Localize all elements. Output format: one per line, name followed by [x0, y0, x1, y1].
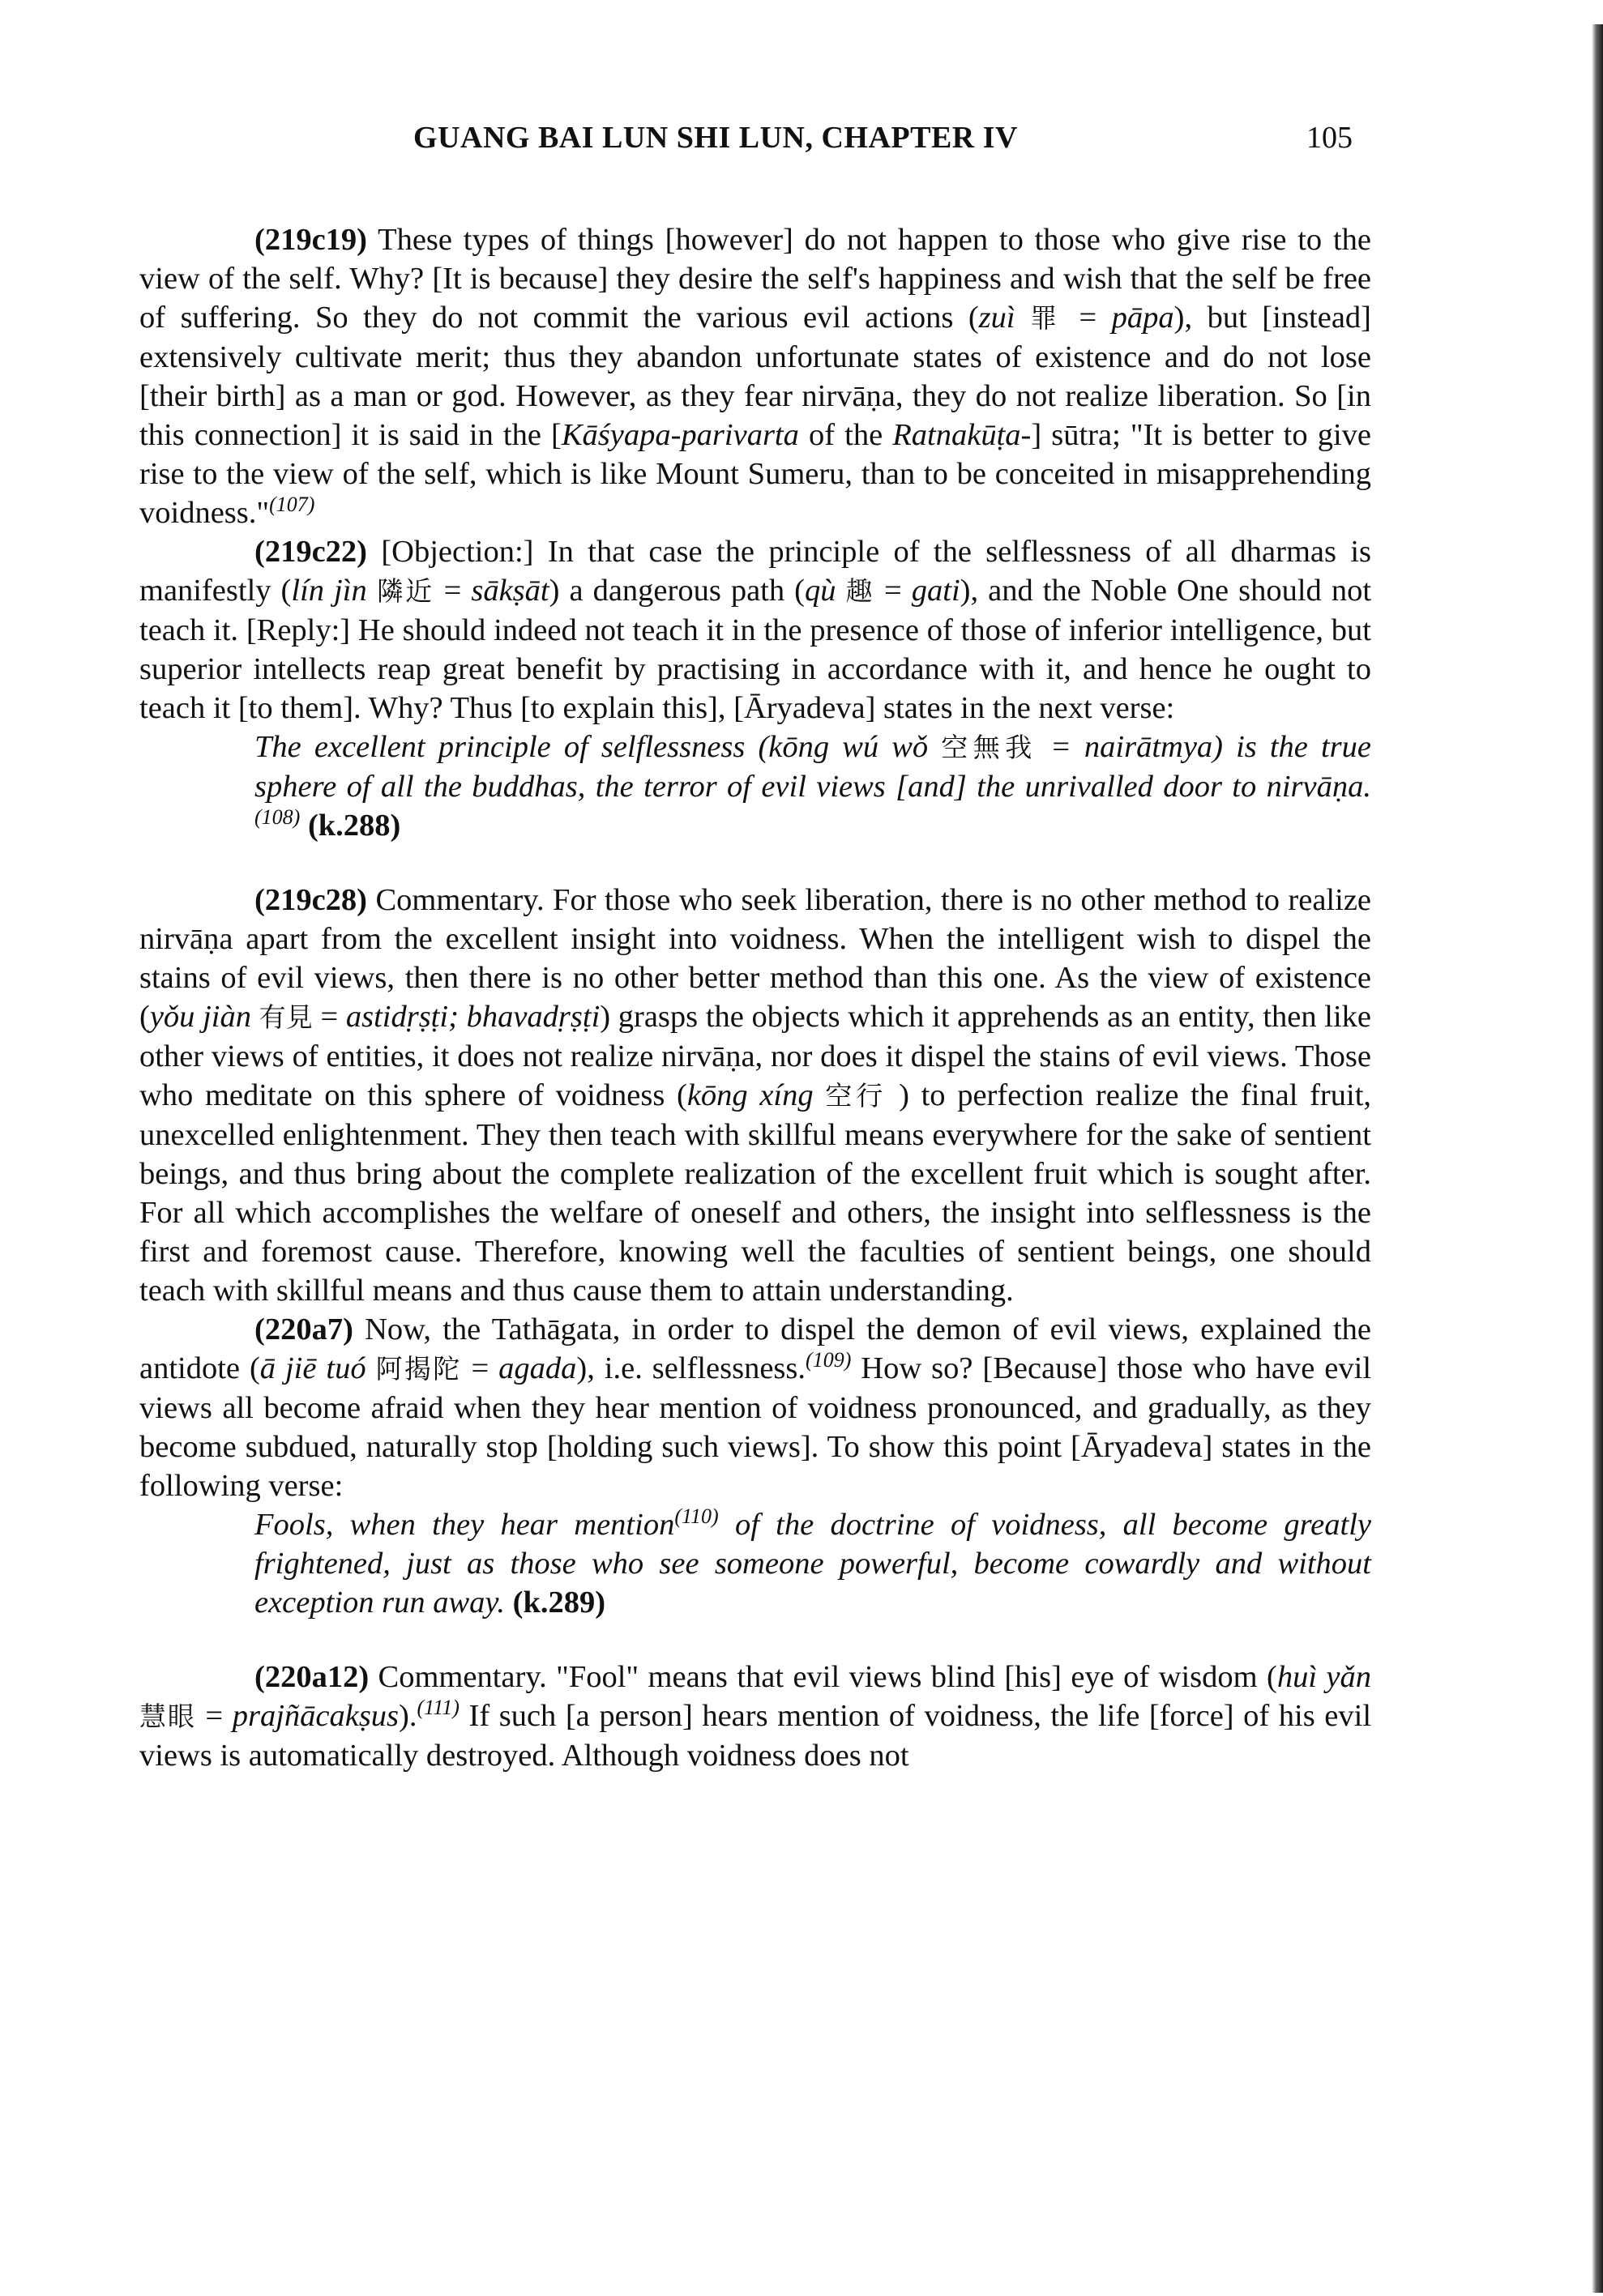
pinyin-term: ā jiē tuó: [259, 1351, 366, 1385]
verse-k289: [254, 1505, 1371, 1622]
page-body: [139, 220, 1371, 1775]
text-run: Commentary. For those who seek liberation, there is no other method to realize nirvāṇa apart from the excellent insight into voidness. When the intelligent wish to dispel the stains of evil views, then there is no other better method than this one. As the view of existence (: [139, 883, 1371, 1034]
sanskrit-term: sākṣāt: [471, 574, 549, 608]
text-run: [Objection:] In that case the principle of the selflessness of all dharmas is manifestly (: [139, 535, 1371, 608]
verse-text: of the doctrine of voidness, all become greatly frightened, just as those who see someone powerful, become cowardly and without exception run away.: [254, 1508, 1371, 1620]
text-run: =: [1063, 301, 1112, 335]
text-run: =: [312, 1000, 346, 1034]
text-run: ) grasps the objects which it apprehends as an entity, then like other views of entities, it does not realize nirvāṇa, nor does it dispel the stains of evil views. Those who meditate on this sphere of voidness (: [139, 1000, 1372, 1112]
verse-text: The excellent principle of selflessness (kōng wú wǒ: [254, 730, 942, 764]
text-run: =: [461, 1351, 499, 1385]
passage-reference: (220a7): [254, 1312, 353, 1346]
chinese-term: 空無我: [941, 732, 1037, 763]
sanskrit-term: gati: [911, 574, 960, 608]
footnote-marker: (111): [417, 1696, 460, 1720]
footnote-marker: (110): [674, 1504, 719, 1529]
chinese-term: 趣: [845, 575, 874, 607]
sanskrit-term: agada: [498, 1351, 577, 1385]
scan-edge-shadow: [1592, 24, 1603, 2293]
footnote-marker: (107): [269, 493, 315, 517]
paragraph-220a12: [139, 1658, 1371, 1775]
sanskrit-term: astidṛṣṭi; bhavadṛṣṭi: [345, 1000, 601, 1034]
text-run: Commentary. "Fool" means that evil views blind [his] eye of wisdom (: [369, 1660, 1277, 1694]
text-run: =: [195, 1699, 233, 1733]
footnote-marker: (108): [254, 805, 301, 830]
passage-reference: (219c22): [254, 535, 367, 569]
pinyin-term: lín jìn: [291, 574, 367, 608]
chinese-term: 有見: [259, 1001, 313, 1033]
text-run: These types of things [however] do not happen to those who give rise to the view of the self. Why? [It is because] they desire the self's happiness and wish that the self be free of suffering. So they do not commit the various evil actions (: [139, 223, 1371, 335]
text-run: How so? [Because] those who have evil views all become afraid when they hear mention of voidness pronounced, and gradually, as they become subdued, naturally stop [holding such views]. To show this point [Āryadeva] states in the following verse:: [139, 1351, 1372, 1503]
pinyin-term: zuì: [978, 301, 1015, 335]
footnote-marker: (109): [806, 1348, 852, 1372]
paragraph-219c19: [139, 220, 1371, 532]
pinyin-term: qù: [805, 574, 836, 608]
text-run: ), i.e. selflessness.: [576, 1351, 806, 1385]
title-term: Ratnakūṭa-: [892, 418, 1032, 452]
title-term: Kāśyapa-parivarta: [561, 418, 799, 452]
passage-reference: (219c28): [254, 883, 367, 917]
karika-reference: (k.288): [307, 809, 401, 843]
sanskrit-term: prajñācakṣus: [232, 1699, 400, 1733]
text-run: of the: [798, 418, 893, 452]
chinese-term: 空行: [825, 1080, 887, 1112]
text-run: =: [874, 574, 912, 608]
passage-reference: (220a12): [254, 1660, 370, 1694]
paragraph-219c28: [139, 881, 1371, 1310]
chinese-term: 罪: [1030, 302, 1064, 334]
karika-reference: (k.289): [512, 1585, 606, 1620]
text-run: Now, the Tathāgata, in order to dispel the demon of evil views, explained the antidote (: [139, 1312, 1371, 1385]
text-run: ), and the Noble One should not teach it. [Reply:] He should indeed not teach it in the presence of those of inferior intelligence, but superior intellects reap great benefit by practising in accordance with it, and hence he ought to teach it [to them]. Why? Thus [to explain this], [Āryadeva] states in the next verse:: [139, 574, 1372, 725]
running-header-title: GUANG BAI LUN SHI LUN, CHAPTER IV: [413, 121, 1018, 155]
pinyin-term: kōng xíng: [686, 1078, 814, 1112]
page-number: 105: [1306, 121, 1353, 155]
chinese-term: 隣近: [376, 575, 434, 607]
sanskrit-term: pāpa: [1111, 301, 1174, 335]
paragraph-219c22: [139, 532, 1371, 728]
text-run: If such [a person] hears mention of voidness, the life [force] of his evil views is automatically destroyed. Although voidness does not: [139, 1699, 1372, 1773]
verse-text: = nairātmya) is the true sphere of all the buddhas, the terror of evil views [and] the unrivalled door to nirvāṇa.: [254, 730, 1372, 804]
chinese-term: 阿揭陀: [375, 1353, 462, 1385]
verse-k288: [254, 728, 1371, 845]
text-run: ), but [instead] extensively cultivate merit; thus they abandon unfortunate states of existence and do not lose [their birth] as a man or god. However, as they fear nirvāṇa, they do not realize liberation. So [in this connection] it is said in the [: [139, 301, 1371, 452]
text-run: ) a dangerous path (: [549, 574, 805, 608]
text-run: ).: [399, 1699, 417, 1733]
pinyin-term: yǒu jiàn: [149, 1000, 251, 1034]
text-run: =: [434, 574, 472, 608]
pinyin-term: huì yǎn: [1276, 1660, 1372, 1694]
text-run: ] sūtra; "It is better to give rise to the view of the self, which is like Mount Sumeru, than to be conceited in misapprehending voidness.": [139, 418, 1372, 530]
text-run: ) to perfection realize the final fruit, unexcelled enlightenment. They then teach with skillful means everywhere for the sake of sentient beings, and thus bring about the complete realization of the excellent fruit which is sought after. For all which accomplishes the welfare of oneself and others, the insight into selflessness is the first and foremost cause. Therefore, knowing well the faculties of sentient beings, one should teach with skillful means and thus cause them to attain understanding.: [139, 1078, 1372, 1308]
paragraph-220a7: [139, 1310, 1371, 1505]
passage-reference: (219c19): [254, 223, 367, 257]
verse-text: Fools, when they hear mention: [254, 1508, 675, 1542]
chinese-term: 慧眼: [139, 1701, 196, 1732]
